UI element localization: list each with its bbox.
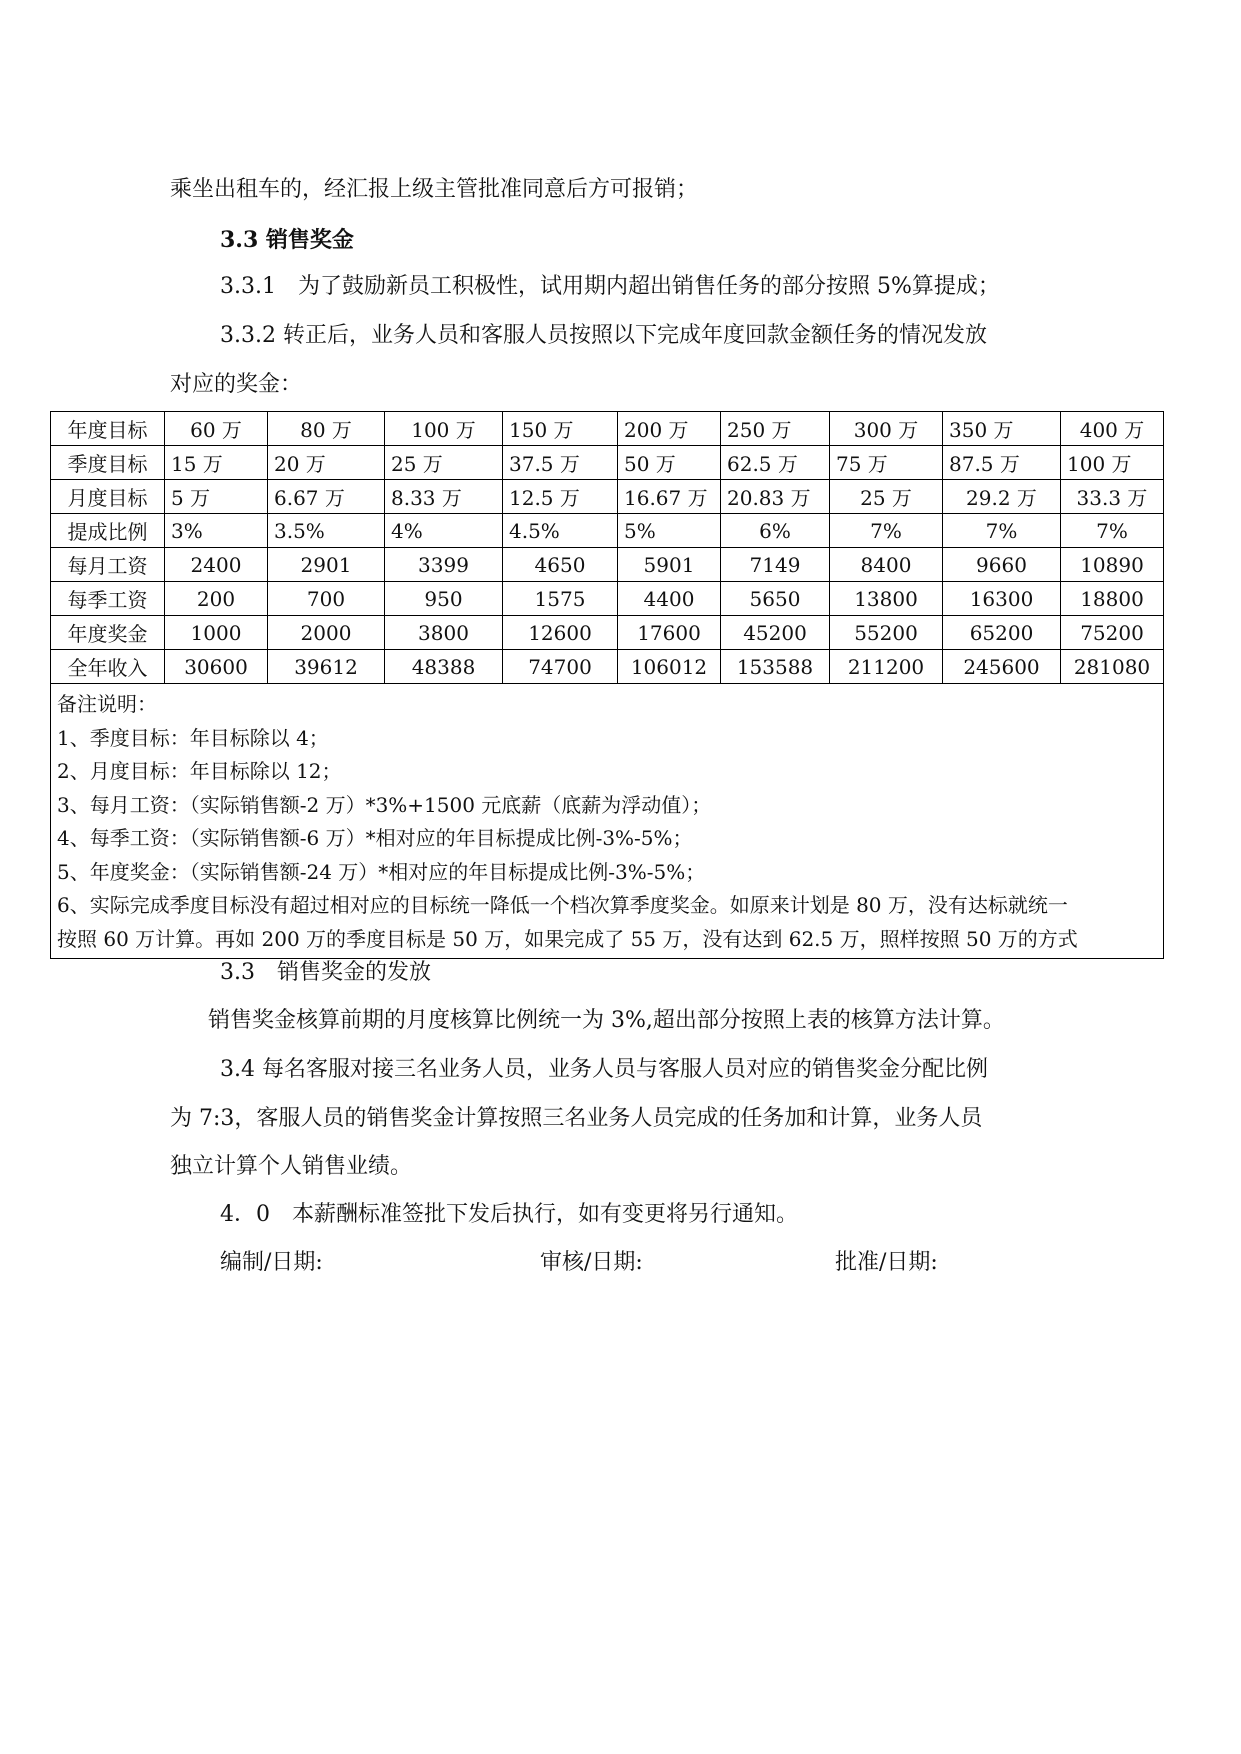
row-label: 月度目标 [51,480,165,514]
bonus-table [50,411,1164,959]
signature-reviewed: 审核/日期: [540,1250,643,1275]
table-cell: 16.67 万 [618,480,721,514]
paragraph-3-4: 3.4 每名客服对接三名业务人员，业务人员与客服人员对应的销售奖金分配比例 [220,1057,988,1082]
table-cell: 2400 [165,548,268,582]
paragraph-3-3-2: 3.3.2 转正后，业务人员和客服人员按照以下完成年度回款金额任务的情况发放 [220,323,987,348]
table-cell: 100 万 [385,412,503,446]
paragraph-3-4-cont2: 独立计算个人销售业绩。 [170,1154,413,1179]
table-cell: 5650 [721,582,830,616]
note-line: 6、实际完成季度目标没有超过相对应的目标统一降低一个档次算季度奖金。如原来计划是 80 万，没有达标就统一 [57,893,1068,917]
note-line: 5、年度奖金：（实际销售额-24 万）*相对应的年目标提成比例-3%-5%； [57,859,706,884]
table-cell: 200 万 [618,412,721,446]
table-cell: 2901 [268,548,385,582]
table-cell: 350 万 [943,412,1061,446]
table-cell: 29.2 万 [943,480,1061,514]
note-line: 2、月度目标：年目标除以 12； [57,759,342,783]
table-cell: 250 万 [721,412,830,446]
table-cell: 3399 [385,548,503,582]
table-cell: 950 [385,582,503,616]
table-cell: 80 万 [268,412,385,446]
table-cell: 1000 [165,616,268,650]
signature-approved: 批准/日期: [835,1250,938,1275]
table-cell: 5% [618,514,721,548]
table-cell: 7% [1061,514,1164,548]
table-cell: 100 万 [1061,446,1164,480]
table-row [51,412,1164,446]
table-cell: 281080 [1061,650,1164,684]
table-cell: 3800 [385,616,503,650]
table-cell: 8.33 万 [385,480,503,514]
table-cell: 39612 [268,650,385,684]
table-cell: 30600 [165,650,268,684]
row-label: 全年收入 [51,650,165,684]
signature-prepared: 编制/日期: [220,1250,323,1275]
table-cell: 4.5% [503,514,618,548]
table-cell: 700 [268,582,385,616]
row-label: 年度奖金 [51,616,165,650]
table-cell: 16300 [943,582,1061,616]
notes-row [51,684,1164,959]
row-label: 提成比例 [51,514,165,548]
table-cell: 8400 [830,548,943,582]
table-cell: 6.67 万 [268,480,385,514]
table-cell: 20.83 万 [721,480,830,514]
notes-cell [51,684,1164,959]
table-cell: 3% [165,514,268,548]
table-cell: 87.5 万 [943,446,1061,480]
note-line: 4、每季工资：（实际销售额-6 万）*相对应的年目标提成比例-3%-5%； [57,826,693,850]
table-cell: 200 [165,582,268,616]
table-cell: 4% [385,514,503,548]
table-cell: 74700 [503,650,618,684]
table-cell: 7% [830,514,943,548]
table-cell: 50 万 [618,446,721,480]
table-cell: 12.5 万 [503,480,618,514]
table-cell: 25 万 [830,480,943,514]
table-cell: 5901 [618,548,721,582]
note-line: 按照 60 万计算。再如 200 万的季度目标是 50 万，如果完成了 55 万，没有达到 62.5 万，照样按照 50 万的方式 [57,926,1078,951]
table-cell: 45200 [721,616,830,650]
note-line: 3、每月工资：（实际销售额-2 万）*3%+1500 元底薪（底薪为浮动值）； [57,792,712,817]
table-row [51,480,1164,514]
row-label: 每月工资 [51,548,165,582]
table-cell: 17600 [618,616,721,650]
table-cell: 75 万 [830,446,943,480]
table-cell: 2000 [268,616,385,650]
table-cell: 7149 [721,548,830,582]
table-cell: 48388 [385,650,503,684]
table-cell: 400 万 [1061,412,1164,446]
table-row [51,582,1164,616]
bonus-table-wrapper [50,411,1163,959]
paragraph-4-0: 4．0 本薪酬标准签批下发后执行，如有变更将另行通知。 [220,1202,798,1227]
table-cell: 211200 [830,650,943,684]
table-row [51,514,1164,548]
table-cell: 106012 [618,650,721,684]
table-cell: 9660 [943,548,1061,582]
table-row [51,650,1164,684]
table-cell: 3.5% [268,514,385,548]
table-cell: 33.3 万 [1061,480,1164,514]
table-row [51,548,1164,582]
table-cell: 55200 [830,616,943,650]
paragraph-distribution: 销售奖金核算前期的月度核算比例统一为 3%,超出部分按照上表的核算方法计算。 [208,1008,1005,1033]
note-line: 1、季度目标：年目标除以 4； [57,725,329,750]
table-cell: 12600 [503,616,618,650]
table-cell: 6% [721,514,830,548]
table-cell: 150 万 [503,412,618,446]
paragraph-3-4-cont1: 为 7:3，客服人员的销售奖金计算按照三名业务人员完成的任务加和计算，业务人员 [170,1106,983,1131]
table-cell: 65200 [943,616,1061,650]
table-cell: 62.5 万 [721,446,830,480]
table-row [51,616,1164,650]
table-cell: 4400 [618,582,721,616]
table-cell: 75200 [1061,616,1164,650]
table-cell: 153588 [721,650,830,684]
table-cell: 13800 [830,582,943,616]
table-cell: 25 万 [385,446,503,480]
table-cell: 60 万 [165,412,268,446]
table-cell: 245600 [943,650,1061,684]
paragraph-3-3-1: 3.3.1 为了鼓励新员工积极性，试用期内超出销售任务的部分按照 5%算提成； [220,274,1000,299]
row-label: 年度目标 [51,412,165,446]
row-label: 每季工资 [51,582,165,616]
paragraph-taxi: 乘坐出租车的，经汇报上级主管批准同意后方可报销； [170,177,699,202]
section-heading-sales-bonus: 3.3 销售奖金 [220,227,354,253]
table-cell: 7% [943,514,1061,548]
table-cell: 4650 [503,548,618,582]
heading-3-3-distribution: 3.3 销售奖金的发放 [220,960,431,985]
table-cell: 37.5 万 [503,446,618,480]
paragraph-3-3-2-cont: 对应的奖金： [170,372,303,397]
table-row [51,446,1164,480]
note-line: 备注说明： [57,692,157,716]
table-cell: 10890 [1061,548,1164,582]
table-cell: 300 万 [830,412,943,446]
table-cell: 1575 [503,582,618,616]
table-cell: 5 万 [165,480,268,514]
table-cell: 18800 [1061,582,1164,616]
table-cell: 15 万 [165,446,268,480]
table-cell: 20 万 [268,446,385,480]
row-label: 季度目标 [51,446,165,480]
